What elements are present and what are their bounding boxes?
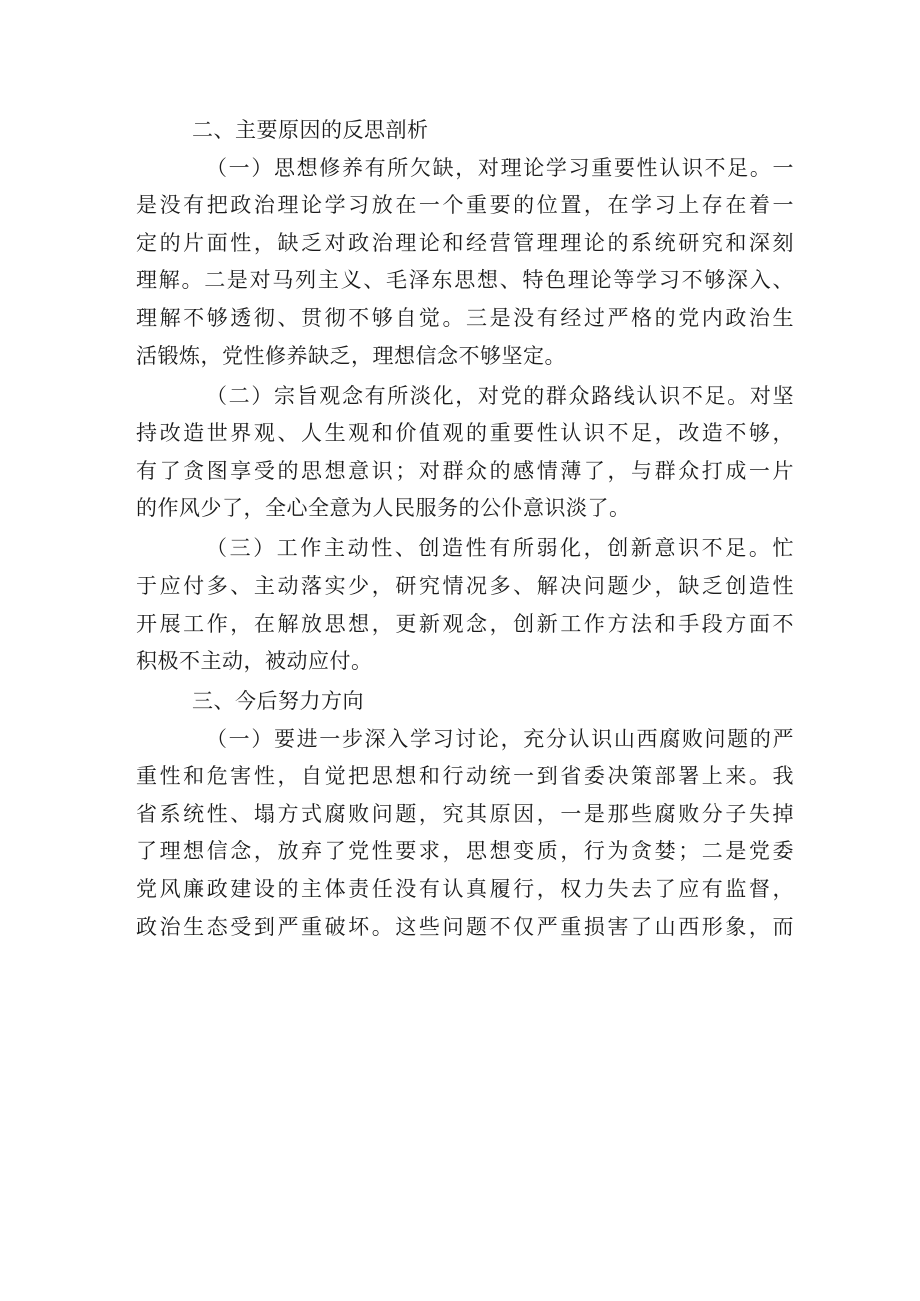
- section-heading: 三、今后努力方向: [192, 689, 364, 714]
- paragraph-thought-cultivation: [136, 150, 794, 376]
- paragraph-work-initiative: [136, 530, 794, 680]
- paragraph-line: 省系统性、塌方式腐败问题，究其原因，一是那些腐败分子失掉: [136, 801, 794, 826]
- section-heading: 二、主要原因的反思剖析: [192, 118, 429, 142]
- paragraph-line: （一）要进一步深入学习讨论，充分认识山西腐败问题的严: [206, 726, 794, 751]
- paragraph-line: 理解不够透彻、贯彻不够自觉。三是没有经过严格的党内政治生: [136, 305, 794, 330]
- paragraph-line: （三）工作主动性、创造性有所弱化，创新意识不足。忙: [206, 536, 794, 561]
- paragraph-line: 理解。二是对马列主义、毛泽东思想、特色理论等学习不够深入、: [136, 268, 794, 293]
- paragraph-line: 了理想信念，放弃了党性要求，思想变质，行为贪婪；二是党委: [136, 839, 794, 864]
- paragraph-line: 政治生态受到严重破坏。这些问题不仅严重损害了山西形象，而: [136, 914, 794, 939]
- paragraph-further-study: [136, 721, 794, 947]
- paragraph-line: 有了贪图享受的思想意识；对群众的感情薄了，与群众打成一片: [136, 458, 794, 483]
- paragraph-line: 活锻炼，党性修养缺乏，理想信念不够坚定。: [136, 343, 566, 368]
- paragraph-line: 持改造世界观、人生观和价值观的重要性认识不足，改造不够，: [136, 421, 794, 446]
- paragraph-line: 的作风少了，全心全意为人民服务的公仆意识淡了。: [136, 496, 631, 521]
- paragraph-line: （二）宗旨观念有所淡化，对党的群众路线认识不足。对坚: [206, 383, 794, 408]
- paragraph-line: 定的片面性，缺乏对政治理论和经营管理理论的系统研究和深刻: [136, 230, 794, 255]
- paragraph-line: 党风廉政建设的主体责任没有认真履行，权力失去了应有监督，: [136, 877, 794, 902]
- document-body: [136, 112, 794, 949]
- paragraph-line: 于应付多、主动落实少，研究情况多、解决问题少，缺乏创造性: [136, 573, 794, 598]
- paragraph-line: 是没有把政治理论学习放在一个重要的位置，在学习上存在着一: [136, 193, 794, 218]
- paragraph-line: 积极不主动，被动应付。: [136, 649, 373, 674]
- paragraph-purpose-concept: [136, 378, 794, 528]
- paragraph-line: （一）思想修养有所欠缺，对理论学习重要性认识不足。一: [206, 155, 794, 180]
- paragraph-line: 重性和危害性，自觉把思想和行动统一到省委决策部署上来。我: [136, 764, 794, 789]
- paragraph-line: 开展工作，在解放思想，更新观念，创新工作方法和手段方面不: [136, 611, 794, 636]
